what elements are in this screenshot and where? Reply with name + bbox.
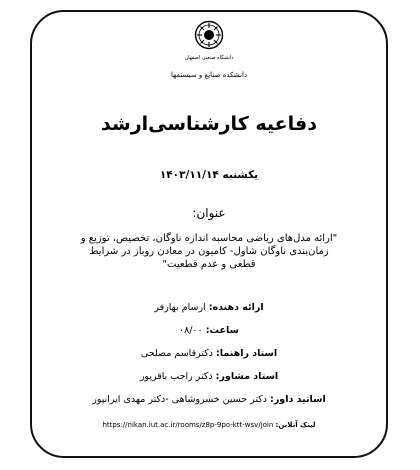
referees-line — [32, 394, 386, 405]
page-title: دفاعیه کارشناسی‌ارشد — [101, 113, 317, 135]
advisor-line — [32, 371, 386, 382]
online-link-line — [32, 421, 386, 429]
referees-value: دکتر حسین خسروشاهی -دکتر مهدی ایرانپور — [92, 394, 267, 405]
referees-label: اساتید داور: — [270, 394, 326, 405]
supervisor-line — [32, 348, 386, 359]
presenter-line — [32, 302, 386, 313]
online-link-url[interactable]: https://nikan.iut.ac.ir/rooms/z8p-9po-ktt-wsv/join — [102, 421, 274, 429]
subject-text: "ارائه مدل‌های ریاضی محاسبه اندازه ناوگان، تخصیص، توزیع و زمان‌بندی ناوگان شاول- کامیون در معادن روباز در شرایط قطعی و عدم قطعیت" — [80, 233, 338, 270]
supervisor-label: استاد راهنما: — [216, 348, 278, 359]
presenter-value: ارسام بهارفر — [154, 302, 206, 313]
announcement-card — [30, 10, 388, 458]
date-line: یکشنبه ۱۴۰۳/۱۱/۱۴ — [159, 169, 259, 181]
advisor-value: دکتر راحب باقرپور — [139, 371, 213, 382]
supervisor-value: دکترقاسم مصلحی — [140, 348, 213, 359]
presenter-label: ارائه دهنده: — [208, 302, 264, 313]
university-logo — [194, 20, 224, 50]
time-value: ۰۸/۰۰ — [179, 325, 203, 336]
time-line — [32, 325, 386, 336]
time-label: ساعت: — [205, 325, 239, 336]
university-name: دانشگاه صنعتی اصفهان — [184, 55, 234, 61]
online-link-label: لینک آنلاین: — [275, 421, 316, 429]
subject-label: عنوان: — [192, 206, 226, 220]
faculty-name: دانشکده صنایع و سیستمها — [170, 71, 248, 79]
advisor-label: استاد مشاور: — [215, 371, 279, 382]
